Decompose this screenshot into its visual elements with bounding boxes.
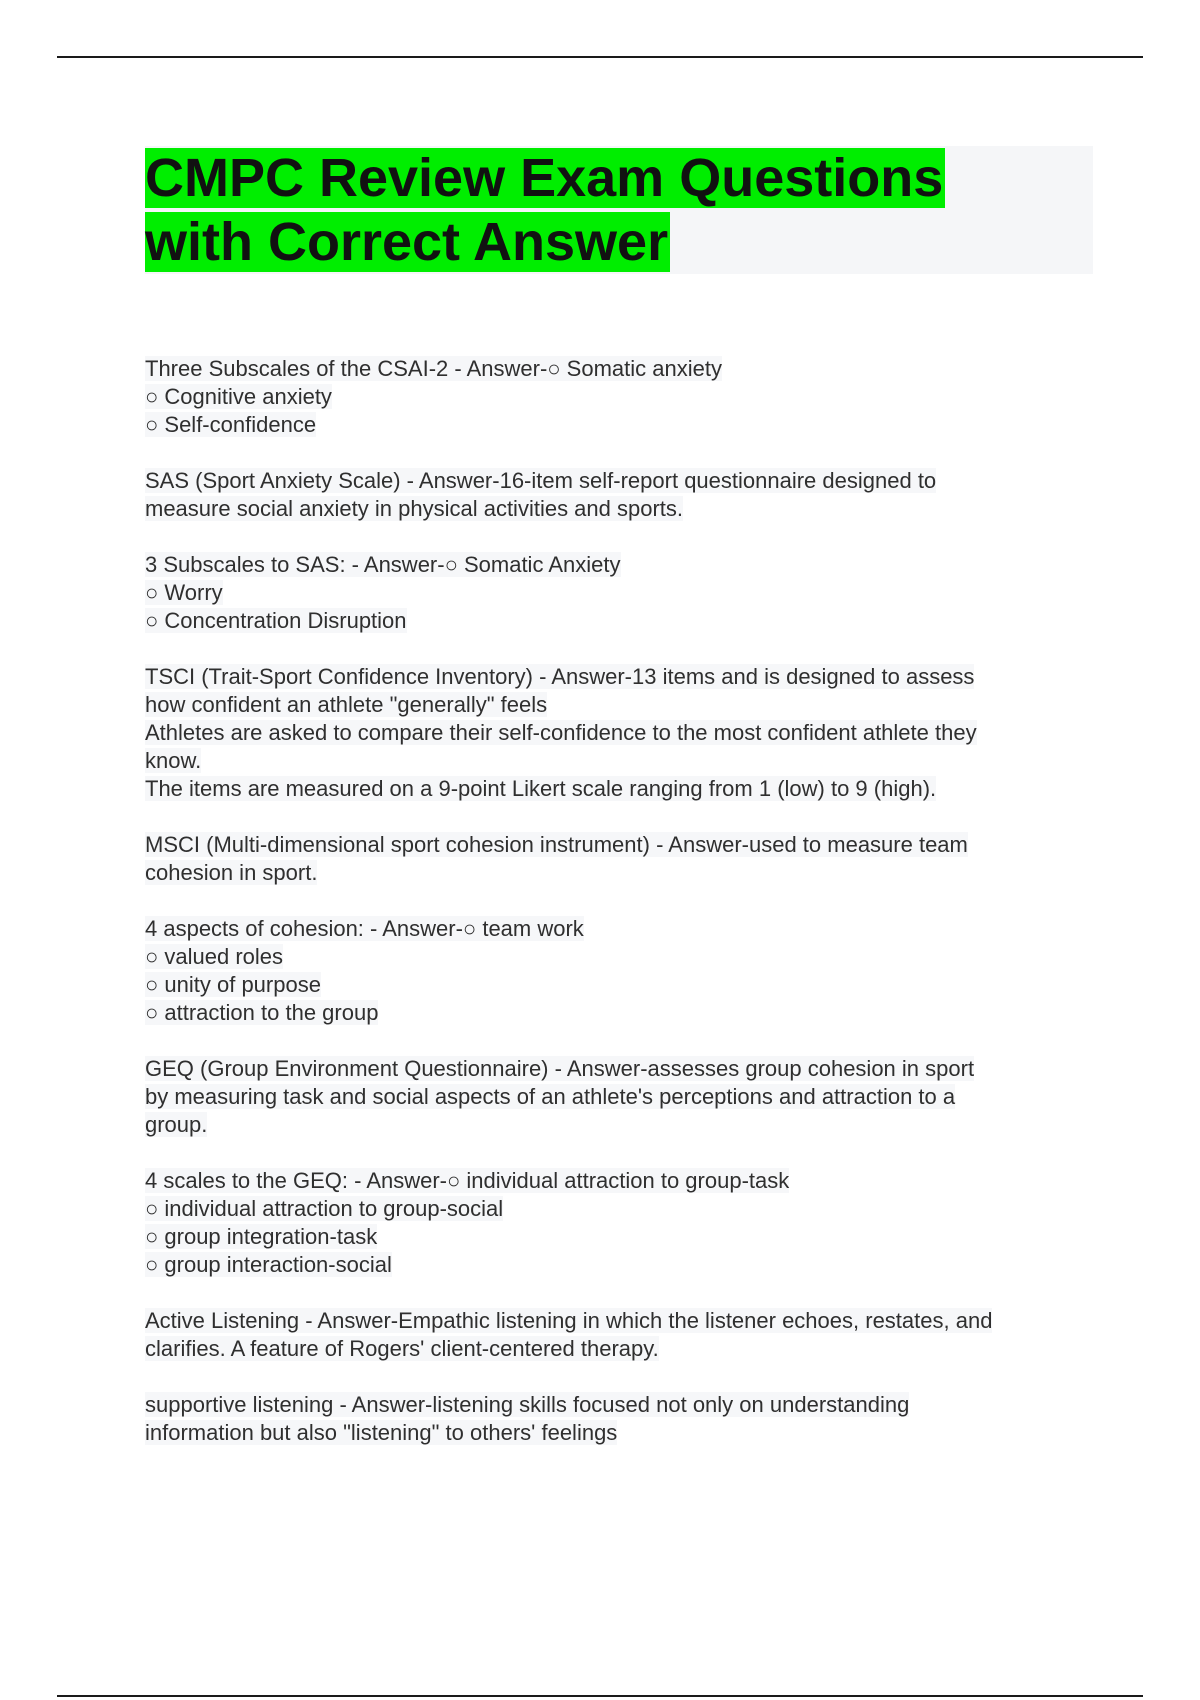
qa-entry-text: The items are measured on a 9-point Likert scale ranging from 1 (low) to 9 (high). bbox=[145, 776, 937, 801]
qa-entry-text: supportive listening - Answer-listening skills focused not only on understanding bbox=[145, 1392, 910, 1417]
qa-entry bbox=[145, 1055, 1095, 1139]
qa-entry-text: ○ group integration-task bbox=[145, 1224, 378, 1249]
document-title bbox=[145, 146, 1093, 274]
qa-entry-text: clarifies. A feature of Rogers' client-centered therapy. bbox=[145, 1336, 659, 1361]
qa-entry-line bbox=[145, 663, 1095, 691]
qa-entry bbox=[145, 663, 1095, 803]
qa-entry-text: Athletes are asked to compare their self-confidence to the most confident athlete they bbox=[145, 720, 977, 745]
qa-entry-line bbox=[145, 1223, 1095, 1251]
qa-entry-text: MSCI (Multi-dimensional sport cohesion instrument) - Answer-used to measure team bbox=[145, 832, 968, 857]
qa-entry-text: ○ valued roles bbox=[145, 944, 284, 969]
qa-entry-line bbox=[145, 719, 1095, 747]
qa-entry-line bbox=[145, 411, 1095, 439]
qa-entry-line bbox=[145, 1195, 1095, 1223]
qa-entry-line bbox=[145, 1167, 1095, 1195]
qa-entry-text: measure social anxiety in physical activities and sports. bbox=[145, 496, 684, 521]
qa-entry-line bbox=[145, 1083, 1095, 1111]
qa-entry-text: information but also "listening" to others' feelings bbox=[145, 1420, 618, 1445]
qa-entry-line bbox=[145, 1391, 1095, 1419]
qa-entry-text: SAS (Sport Anxiety Scale) - Answer-16-item self-report questionnaire designed to bbox=[145, 468, 937, 493]
qa-entry-line bbox=[145, 1335, 1095, 1363]
qa-entry-text: ○ Cognitive anxiety bbox=[145, 384, 332, 409]
bottom-rule bbox=[57, 1695, 1143, 1697]
qa-entry-line bbox=[145, 747, 1095, 775]
qa-entry-text: ○ individual attraction to group-social bbox=[145, 1196, 504, 1221]
qa-entry bbox=[145, 1307, 1095, 1363]
qa-entry-line bbox=[145, 1251, 1095, 1279]
qa-entry-line bbox=[145, 999, 1095, 1027]
qa-entry-line bbox=[145, 1307, 1095, 1335]
qa-entry-text: ○ attraction to the group bbox=[145, 1000, 379, 1025]
title-block bbox=[145, 146, 1093, 274]
qa-entry-text: 4 aspects of cohesion: - Answer-○ team work bbox=[145, 916, 584, 941]
qa-entry-text: ○ Self-confidence bbox=[145, 412, 317, 437]
qa-entry-text: Three Subscales of the CSAI-2 - Answer-○ Somatic anxiety bbox=[145, 356, 722, 381]
qa-entry-line bbox=[145, 383, 1095, 411]
qa-entry-line bbox=[145, 859, 1095, 887]
qa-entry-text: cohesion in sport. bbox=[145, 860, 318, 885]
top-rule bbox=[57, 56, 1143, 58]
qa-entry-text: by measuring task and social aspects of an athlete's perceptions and attraction to a bbox=[145, 1084, 956, 1109]
title-line-2: with Correct Answer bbox=[145, 212, 669, 272]
qa-entry-text: know. bbox=[145, 748, 202, 773]
qa-entry-line bbox=[145, 607, 1095, 635]
qa-entry-line bbox=[145, 915, 1095, 943]
qa-list bbox=[145, 355, 1095, 1475]
qa-entry-line bbox=[145, 467, 1095, 495]
qa-entry bbox=[145, 551, 1095, 635]
title-line-1: CMPC Review Exam Questions bbox=[145, 148, 944, 208]
qa-entry-line bbox=[145, 691, 1095, 719]
qa-entry-line bbox=[145, 579, 1095, 607]
qa-entry-line bbox=[145, 971, 1095, 999]
qa-entry-line bbox=[145, 355, 1095, 383]
qa-entry-text: group. bbox=[145, 1112, 208, 1137]
qa-entry-line bbox=[145, 495, 1095, 523]
qa-entry-text: Active Listening - Answer-Empathic listening in which the listener echoes, restates, and bbox=[145, 1308, 993, 1333]
qa-entry-text: 4 scales to the GEQ: - Answer-○ individual attraction to group-task bbox=[145, 1168, 790, 1193]
qa-entry-text: ○ Worry bbox=[145, 580, 223, 605]
qa-entry-text: GEQ (Group Environment Questionnaire) - Answer-assesses group cohesion in sport bbox=[145, 1056, 975, 1081]
qa-entry-line bbox=[145, 831, 1095, 859]
qa-entry-line bbox=[145, 943, 1095, 971]
qa-entry bbox=[145, 1391, 1095, 1447]
qa-entry-text: TSCI (Trait-Sport Confidence Inventory) - Answer-13 items and is designed to assess bbox=[145, 664, 975, 689]
qa-entry bbox=[145, 915, 1095, 1027]
qa-entry-text: ○ group interaction-social bbox=[145, 1252, 392, 1277]
qa-entry-text: ○ Concentration Disruption bbox=[145, 608, 407, 633]
qa-entry-text: how confident an athlete "generally" feels bbox=[145, 692, 548, 717]
qa-entry-line bbox=[145, 1111, 1095, 1139]
qa-entry-text: 3 Subscales to SAS: - Answer-○ Somatic Anxiety bbox=[145, 552, 621, 577]
qa-entry-line bbox=[145, 551, 1095, 579]
qa-entry bbox=[145, 355, 1095, 439]
qa-entry-line bbox=[145, 775, 1095, 803]
qa-entry-text: ○ unity of purpose bbox=[145, 972, 321, 997]
qa-entry bbox=[145, 831, 1095, 887]
qa-entry bbox=[145, 1167, 1095, 1279]
qa-entry-line bbox=[145, 1419, 1095, 1447]
qa-entry-line bbox=[145, 1055, 1095, 1083]
qa-entry bbox=[145, 467, 1095, 523]
